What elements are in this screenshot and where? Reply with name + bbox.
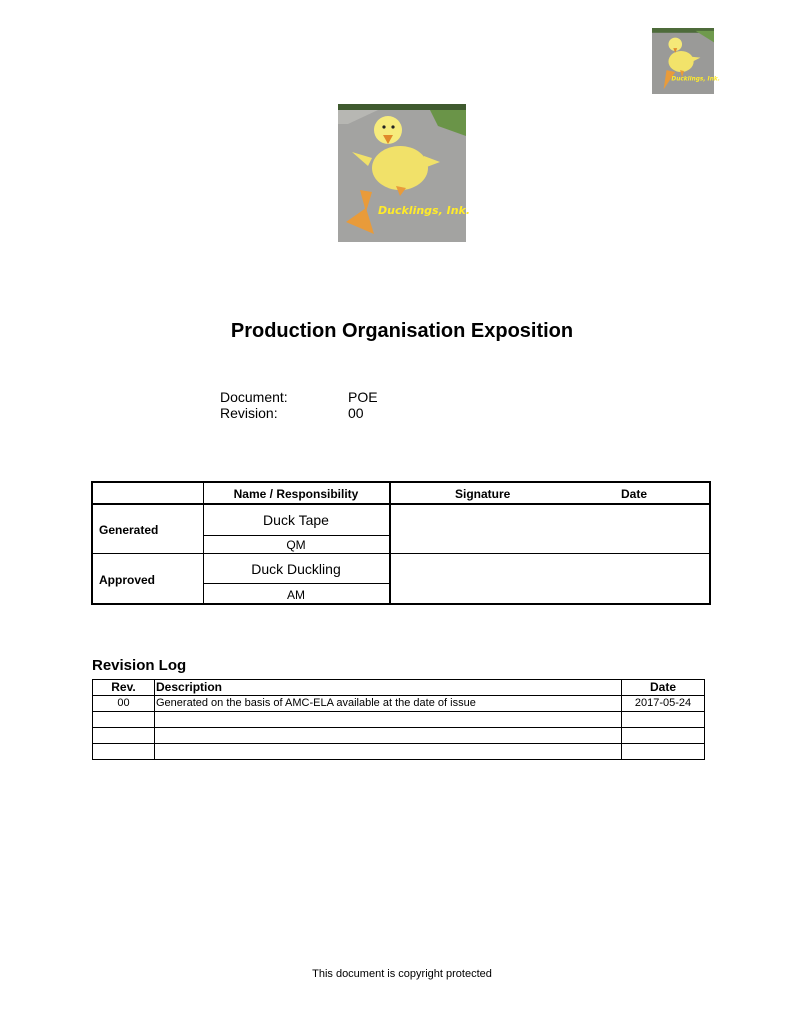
- generated-responsibility: QM: [286, 538, 306, 552]
- description-cell: [155, 728, 622, 744]
- company-logo-small: [652, 28, 720, 94]
- revision-log-table: [92, 679, 705, 760]
- logo-caption: Ducklings, Ink.: [378, 204, 471, 217]
- revision-log-header-row: [93, 680, 705, 696]
- date-cell: [622, 712, 705, 728]
- row-role-approved: Approved: [99, 573, 156, 587]
- table-row: [93, 712, 705, 728]
- revision-label: Revision:: [220, 405, 278, 421]
- document-id-row: [220, 389, 378, 405]
- logo-caption-small: Ducklings, Ink.: [671, 76, 720, 83]
- table-row: [93, 728, 705, 744]
- header-date: Date: [621, 487, 648, 501]
- revision-row: [220, 405, 364, 421]
- document-label: Document:: [220, 389, 288, 405]
- approved-responsibility: AM: [287, 588, 305, 602]
- table-row: [93, 744, 705, 760]
- header-name-responsibility: Name / Responsibility: [233, 487, 359, 501]
- description-column-header: Description: [155, 680, 622, 696]
- table-row: [93, 696, 705, 712]
- company-logo: [338, 104, 471, 242]
- approved-name: Duck Duckling: [251, 561, 341, 577]
- document-value: POE: [348, 389, 378, 405]
- date-cell: 2017-05-24: [622, 696, 705, 712]
- date-cell: [622, 728, 705, 744]
- date-column-header: Date: [622, 680, 705, 696]
- date-cell: [622, 744, 705, 760]
- rev-cell: [93, 712, 155, 728]
- description-cell: [155, 744, 622, 760]
- revision-value: 00: [348, 405, 364, 421]
- signoff-table: [91, 481, 711, 605]
- copyright-footer: This document is copyright protected: [312, 968, 492, 980]
- row-role-generated: Generated: [99, 523, 159, 537]
- rev-cell: 00: [93, 696, 155, 712]
- rev-column-header: Rev.: [93, 680, 155, 696]
- rev-cell: [93, 744, 155, 760]
- revision-log-title: Revision Log: [92, 657, 187, 674]
- rev-cell: [93, 728, 155, 744]
- header-signature: Signature: [455, 487, 511, 501]
- document-title: Production Organisation Exposition: [230, 320, 574, 342]
- description-cell: [155, 712, 622, 728]
- generated-name: Duck Tape: [263, 512, 329, 528]
- description-cell: Generated on the basis of AMC-ELA available at the date of issue: [155, 696, 622, 712]
